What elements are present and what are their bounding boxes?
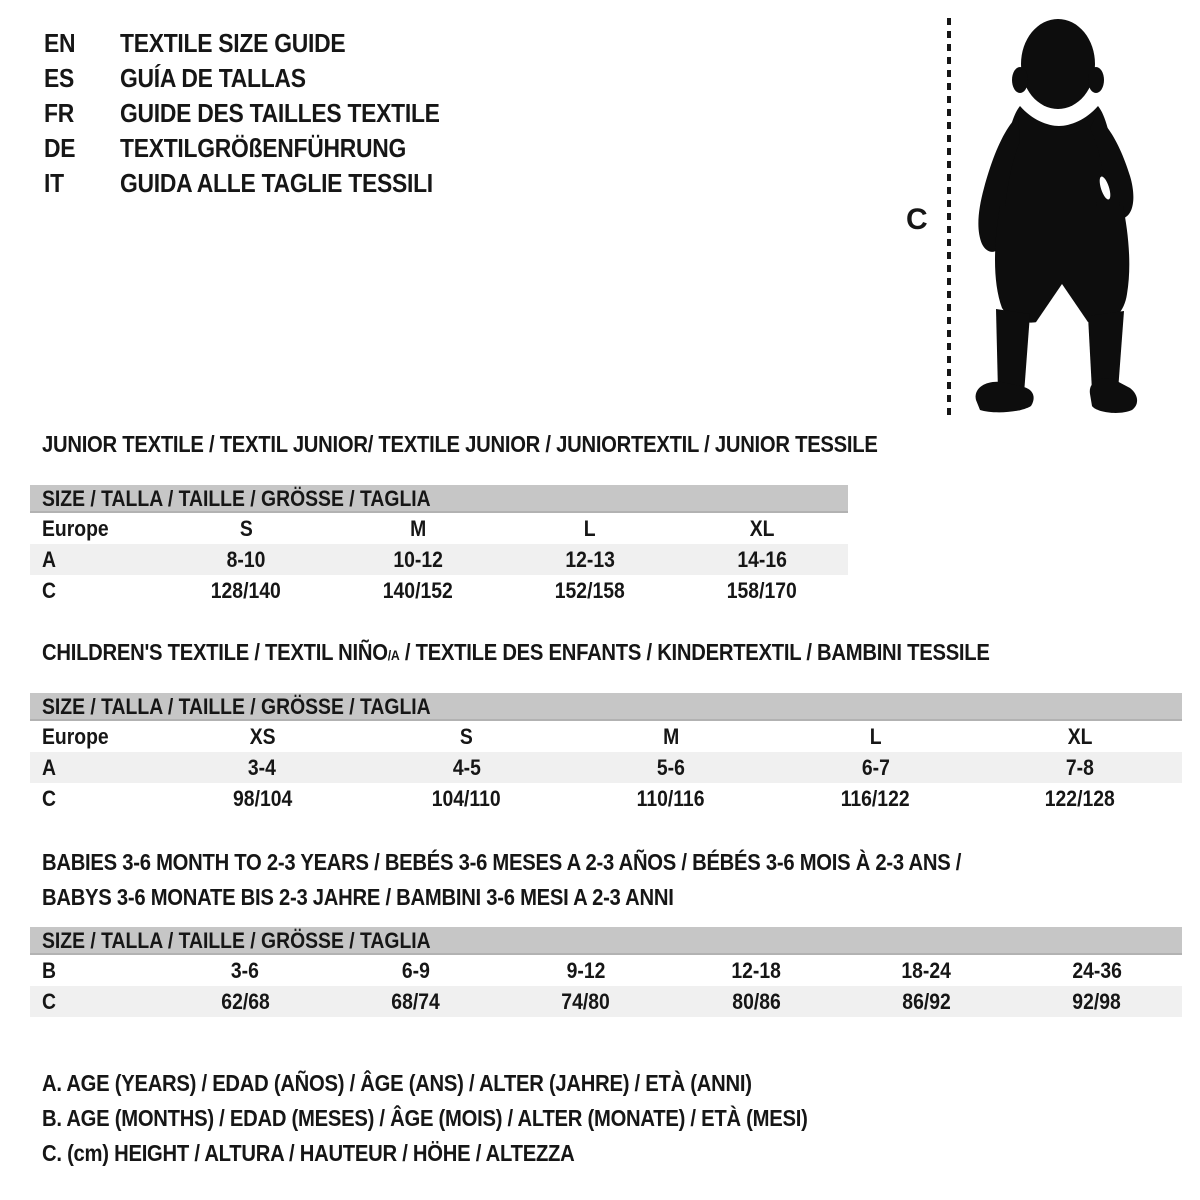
size-header-bar	[30, 693, 1182, 721]
language-code	[44, 131, 120, 166]
age-cell-text: 12-13	[565, 547, 615, 572]
language-code-text: DE	[44, 133, 76, 163]
language-code-text: EN	[44, 28, 76, 58]
months-cell	[160, 955, 330, 986]
size-cell	[160, 721, 364, 752]
language-title	[120, 166, 476, 201]
row-label	[30, 752, 160, 783]
age-cell	[364, 752, 568, 783]
row-label-text: C	[42, 786, 56, 811]
junior-section-title	[42, 431, 878, 457]
legend-line-b-text: B. AGE (MONTHS) / EDAD (MESES) / ÂGE (MOIS) / ALTER (MONATE) / ETÀ (MESI)	[42, 1105, 808, 1131]
language-row-fr	[44, 96, 483, 131]
height-cell	[160, 986, 330, 1017]
months-cell-text: 12-18	[731, 958, 781, 983]
size-cell	[569, 721, 773, 752]
row-label	[30, 721, 160, 752]
height-cell-text: 62/68	[220, 989, 270, 1014]
height-cell-text: 140/152	[383, 578, 453, 603]
language-title-text: GUIDA ALLE TAGLIE TESSILI	[120, 168, 433, 198]
size-cell-text: XL	[749, 516, 775, 541]
height-cell-text: 122/128	[1044, 786, 1115, 811]
age-cell	[160, 544, 332, 575]
language-title-text: GUIDE DES TAILLES TEXTILE	[120, 98, 440, 128]
table-row-age	[30, 544, 848, 575]
table-row-height	[30, 575, 848, 606]
size-cell	[332, 513, 504, 544]
size-header-text: SIZE / TALLA / TAILLE / GRÖSSE / TAGLIA	[42, 928, 431, 953]
height-cell	[160, 783, 364, 814]
height-cell	[364, 783, 568, 814]
months-cell-text: 3-6	[231, 958, 260, 983]
legend-line-c-text: C. (cm) HEIGHT / ALTURA / HAUTEUR / HÖHE / ALTEZZA	[42, 1140, 575, 1166]
language-title	[120, 131, 445, 166]
height-cell	[332, 575, 504, 606]
babies-title-line1-text: BABIES 3-6 MONTH TO 2-3 YEARS / BEBÉS 3-6 MESES A 2-3 AÑOS / BÉBÉS 3-6 MOIS À 2-3 ANS /	[42, 849, 962, 875]
size-cell-text: M	[662, 724, 680, 749]
babies-section	[30, 845, 1182, 1017]
size-header-bar	[30, 485, 848, 513]
height-cell	[773, 783, 977, 814]
row-label	[30, 575, 160, 606]
table-row-height	[30, 783, 1182, 814]
height-cell-text: 104/110	[432, 786, 502, 811]
babies-section-title-line2	[42, 880, 1182, 915]
legend-line-a	[42, 1066, 912, 1101]
age-cell-text: 8-10	[226, 547, 266, 572]
height-cell	[1012, 986, 1182, 1017]
height-cell-text: 116/122	[840, 786, 910, 811]
height-cell	[671, 986, 841, 1017]
language-row-de	[44, 131, 483, 166]
size-cell	[504, 513, 676, 544]
age-cell	[773, 752, 977, 783]
size-cell-text: XS	[249, 724, 276, 749]
language-row-es	[44, 61, 483, 96]
babies-size-table	[30, 927, 1182, 1017]
language-code-text: ES	[44, 63, 75, 93]
row-label	[30, 955, 160, 986]
height-cell-text: 110/116	[637, 786, 705, 811]
children-title-subscript: /A	[387, 647, 400, 663]
size-cell	[978, 721, 1182, 752]
children-title-suffix: / TEXTILE DES ENFANTS / KINDERTEXTIL / BAMBINI TESSILE	[399, 639, 990, 665]
table-row-europe	[30, 513, 848, 544]
language-title-text: GUÍA DE TALLAS	[120, 63, 306, 93]
months-cell	[841, 955, 1011, 986]
age-cell	[160, 752, 364, 783]
row-label	[30, 986, 160, 1017]
row-label	[30, 783, 160, 814]
height-cell	[330, 986, 500, 1017]
language-title-list	[44, 26, 483, 201]
size-cell	[364, 721, 568, 752]
months-cell-text: 24-36	[1072, 958, 1122, 983]
legend-line-a-text: A. AGE (YEARS) / EDAD (AÑOS) / ÂGE (ANS) / ALTER (JAHRE) / ETÀ (ANNI)	[42, 1070, 752, 1096]
children-size-table	[30, 693, 1182, 814]
size-header-text: SIZE / TALLA / TAILLE / GRÖSSE / TAGLIA	[42, 694, 431, 719]
age-cell	[978, 752, 1182, 783]
months-cell	[330, 955, 500, 986]
age-cell-text: 6-7	[861, 755, 890, 780]
size-cell-text: S	[239, 516, 253, 541]
language-code-text: FR	[44, 98, 74, 128]
height-cell-text: 92/98	[1072, 989, 1122, 1014]
language-code	[44, 166, 120, 201]
age-cell	[676, 544, 848, 575]
toddler-silhouette	[966, 16, 1144, 420]
row-label	[30, 513, 160, 544]
age-cell-text: 14-16	[737, 547, 787, 572]
row-label-text: C	[42, 989, 56, 1014]
size-header-text: SIZE / TALLA / TAILLE / GRÖSSE / TAGLIA	[42, 486, 431, 511]
height-cell-text: 128/140	[211, 578, 281, 603]
language-row-en	[44, 26, 483, 61]
language-code	[44, 61, 120, 96]
language-title-text: TEXTILGRÖßENFÜHRUNG	[120, 133, 407, 163]
babies-section-title-line1	[42, 845, 1182, 880]
size-cell	[160, 513, 332, 544]
row-label-text: C	[42, 578, 56, 603]
size-cell	[773, 721, 977, 752]
size-cell	[676, 513, 848, 544]
row-label-text: A	[42, 547, 56, 572]
language-title	[120, 26, 376, 61]
size-cell-text: XL	[1067, 724, 1093, 749]
children-section	[30, 640, 1182, 814]
age-cell	[504, 544, 676, 575]
height-cell	[569, 783, 773, 814]
table-row-months	[30, 955, 1182, 986]
height-cell-text: 74/80	[561, 989, 611, 1014]
table-row-europe	[30, 721, 1182, 752]
junior-section-title-text: JUNIOR TEXTILE / TEXTIL JUNIOR/ TEXTILE JUNIOR / JUNIORTEXTIL / JUNIOR TESSILE	[42, 431, 878, 457]
months-cell-text: 6-9	[401, 958, 430, 983]
legend	[42, 1066, 912, 1171]
size-cell-text: S	[460, 724, 474, 749]
junior-size-table	[30, 485, 848, 606]
age-cell	[569, 752, 773, 783]
months-cell	[501, 955, 671, 986]
height-cell	[504, 575, 676, 606]
language-code	[44, 26, 120, 61]
row-label	[30, 544, 160, 575]
height-cell-text: 158/170	[727, 578, 797, 603]
legend-line-c	[42, 1136, 912, 1171]
age-cell-text: 3-4	[248, 755, 277, 780]
age-cell-text: 5-6	[657, 755, 685, 780]
size-cell-text: M	[409, 516, 427, 541]
table-row-age	[30, 752, 1182, 783]
legend-line-b	[42, 1101, 912, 1136]
height-measure-label: C	[906, 203, 928, 236]
babies-title-line2-text: BABYS 3-6 MONATE BIS 2-3 JAHRE / BAMBINI 3-6 MESI A 2-3 ANNI	[42, 884, 674, 910]
months-cell	[671, 955, 841, 986]
height-dashed-line	[947, 18, 951, 418]
children-section-title	[42, 640, 1182, 667]
months-cell	[1012, 955, 1182, 986]
age-cell-text: 10-12	[393, 547, 443, 572]
language-title	[120, 61, 331, 96]
language-title-text: TEXTILE SIZE GUIDE	[120, 28, 346, 58]
age-cell-text: 7-8	[1065, 755, 1094, 780]
language-row-it	[44, 166, 483, 201]
height-cell	[160, 575, 332, 606]
junior-section	[30, 431, 878, 606]
height-cell-text: 86/92	[902, 989, 951, 1014]
height-cell	[676, 575, 848, 606]
children-title-prefix: CHILDREN'S TEXTILE / TEXTIL NIÑO	[42, 639, 388, 665]
language-code-text: IT	[44, 168, 64, 198]
height-cell-text: 80/86	[731, 989, 781, 1014]
age-cell-text: 4-5	[452, 755, 481, 780]
size-cell-text: L	[584, 516, 596, 541]
size-cell-text: L	[869, 724, 882, 749]
age-cell	[332, 544, 504, 575]
height-cell	[501, 986, 671, 1017]
size-header-bar	[30, 927, 1182, 955]
children-section-title-text	[42, 640, 990, 667]
row-label-text: Europe	[42, 516, 109, 541]
table-row-height	[30, 986, 1182, 1017]
height-cell-text: 152/158	[555, 578, 625, 603]
height-cell	[978, 783, 1182, 814]
height-cell	[841, 986, 1011, 1017]
language-title	[120, 96, 483, 131]
months-cell-text: 9-12	[566, 958, 606, 983]
height-cell-text: 98/104	[232, 786, 292, 811]
months-cell-text: 18-24	[901, 958, 952, 983]
row-label-text: A	[42, 755, 56, 780]
language-code	[44, 96, 120, 131]
height-cell-text: 68/74	[391, 989, 440, 1014]
row-label-text: B	[42, 958, 56, 983]
row-label-text: Europe	[42, 724, 109, 749]
